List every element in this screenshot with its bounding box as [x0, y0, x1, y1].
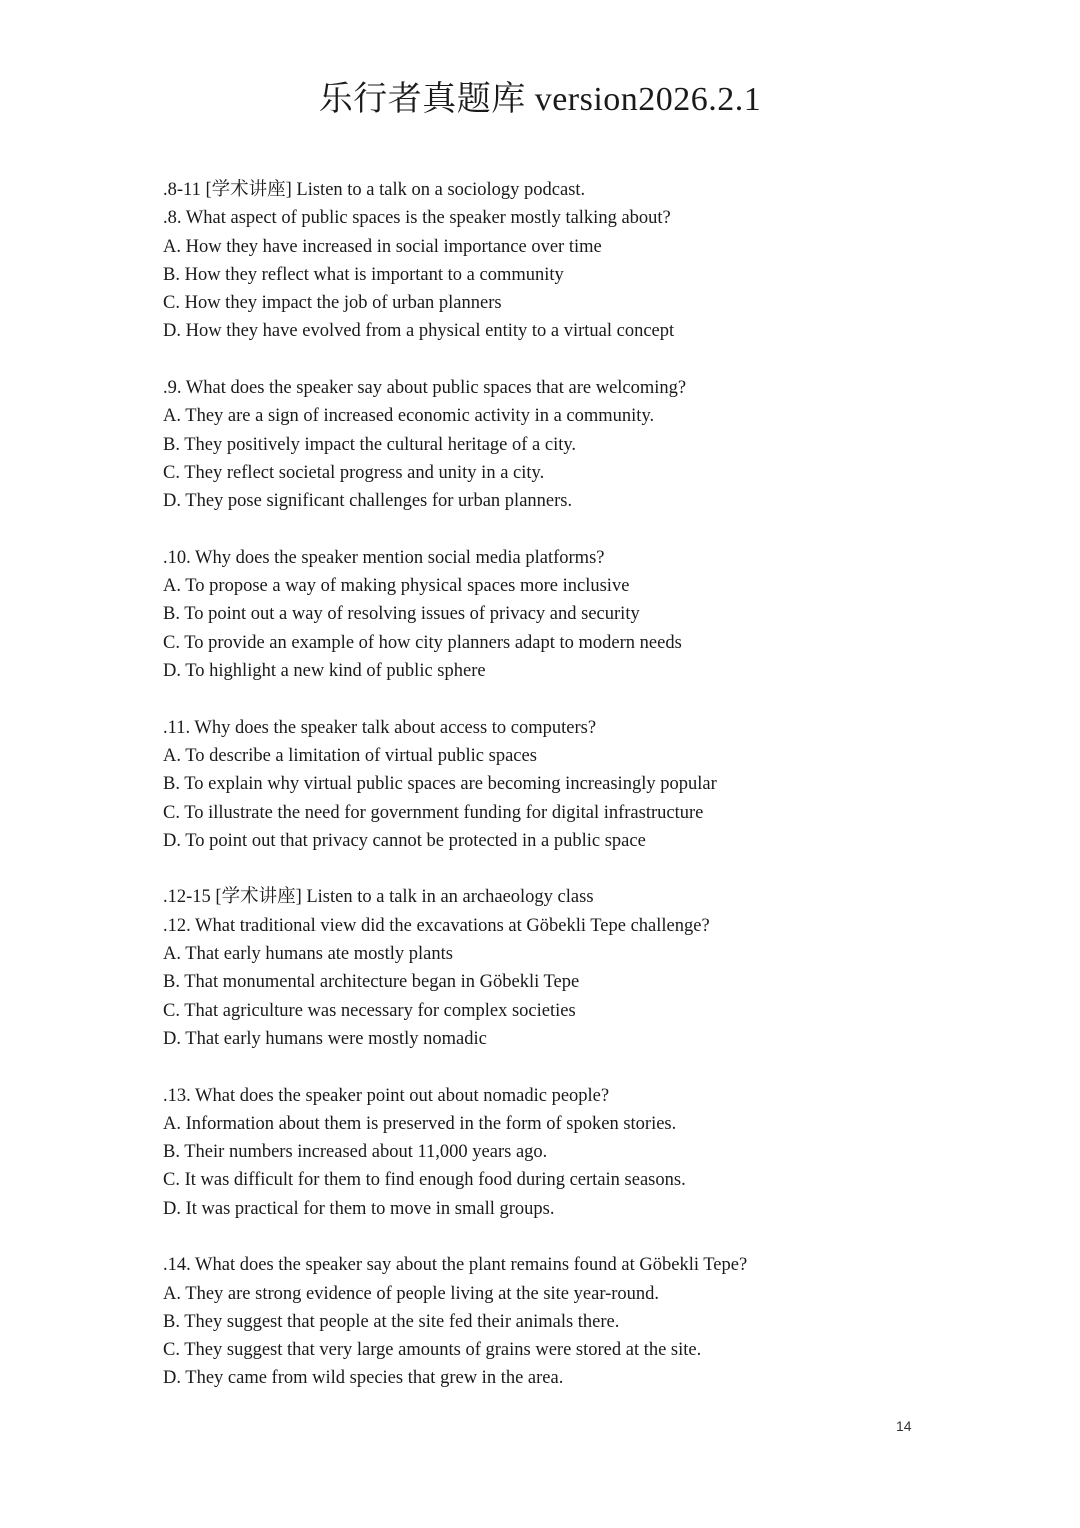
question-stem: .9. What does the speaker say about public spaces that are welcoming?: [163, 378, 687, 399]
page-title: 乐行者真题库 version2026.2.1: [318, 81, 762, 118]
option-line: A. How they have increased in social importance over time: [163, 236, 602, 257]
option-line: B. They suggest that people at the site fed their animals there.: [163, 1311, 620, 1332]
option-line: B. Their numbers increased about 11,000 years ago.: [163, 1142, 548, 1163]
page-number: 14: [896, 1418, 912, 1434]
option-line: D. How they have evolved from a physical entity to a virtual concept: [163, 321, 675, 342]
option-line: C. How they impact the job of urban planners: [163, 293, 502, 314]
option-line: D. That early humans were mostly nomadic: [163, 1028, 487, 1049]
option-line: D. It was practical for them to move in small groups.: [163, 1198, 555, 1219]
option-line: D. They came from wild species that grew in the area.: [163, 1368, 564, 1389]
option-line: A. To propose a way of making physical spaces more inclusive: [163, 576, 630, 597]
question-stem: .12. What traditional view did the excavations at Göbekli Tepe challenge?: [163, 915, 710, 936]
option-line: A. Information about them is preserved in the form of spoken stories.: [163, 1113, 677, 1134]
blank-line: [163, 1223, 923, 1251]
blank-line: [163, 855, 923, 883]
option-line: C. To illustrate the need for government funding for digital infrastructure: [163, 802, 704, 823]
option-line: D. They pose significant challenges for urban planners.: [163, 491, 573, 512]
question-stem: .10. Why does the speaker mention social media platforms?: [163, 547, 605, 568]
blank-line: [163, 685, 923, 713]
question-stem: .14. What does the speaker say about the plant remains found at Göbekli Tepe?: [163, 1255, 748, 1276]
question-content: [163, 176, 923, 1393]
option-line: D. To point out that privacy cannot be protected in a public space: [163, 830, 646, 851]
option-line: C. They suggest that very large amounts of grains were stored at the site.: [163, 1340, 702, 1361]
question-stem: .13. What does the speaker point out about nomadic people?: [163, 1085, 610, 1106]
blank-line: [163, 1053, 923, 1081]
option-line: C. They reflect societal progress and unity in a city.: [163, 462, 545, 483]
option-line: C. It was difficult for them to find enough food during certain seasons.: [163, 1170, 686, 1191]
option-line: A. To describe a limitation of virtual public spaces: [163, 745, 537, 766]
question-stem: .8. What aspect of public spaces is the speaker mostly talking about?: [163, 208, 671, 229]
blank-line: [163, 346, 923, 374]
section-header: .8-11 [学术讲座] Listen to a talk on a sociology podcast.: [163, 180, 586, 200]
section-header: .12-15 [学术讲座] Listen to a talk in an archaeology class: [163, 887, 594, 908]
option-line: D. To highlight a new kind of public sphere: [163, 661, 486, 682]
option-line: A. They are strong evidence of people living at the site year-round.: [163, 1283, 660, 1304]
question-stem: .11. Why does the speaker talk about access to computers?: [163, 717, 597, 738]
option-line: B. They positively impact the cultural heritage of a city.: [163, 434, 577, 455]
option-line: B. That monumental architecture began in Göbekli Tepe: [163, 972, 580, 993]
option-line: C. That agriculture was necessary for complex societies: [163, 1000, 576, 1021]
blank-line: [163, 516, 923, 544]
option-line: C. To provide an example of how city planners adapt to modern needs: [163, 632, 682, 653]
option-line: A. They are a sign of increased economic activity in a community.: [163, 406, 655, 427]
option-line: B. How they reflect what is important to a community: [163, 264, 564, 285]
option-line: A. That early humans ate mostly plants: [163, 944, 453, 965]
option-line: B. To explain why virtual public spaces are becoming increasingly popular: [163, 774, 717, 795]
option-line: B. To point out a way of resolving issues of privacy and security: [163, 604, 640, 625]
